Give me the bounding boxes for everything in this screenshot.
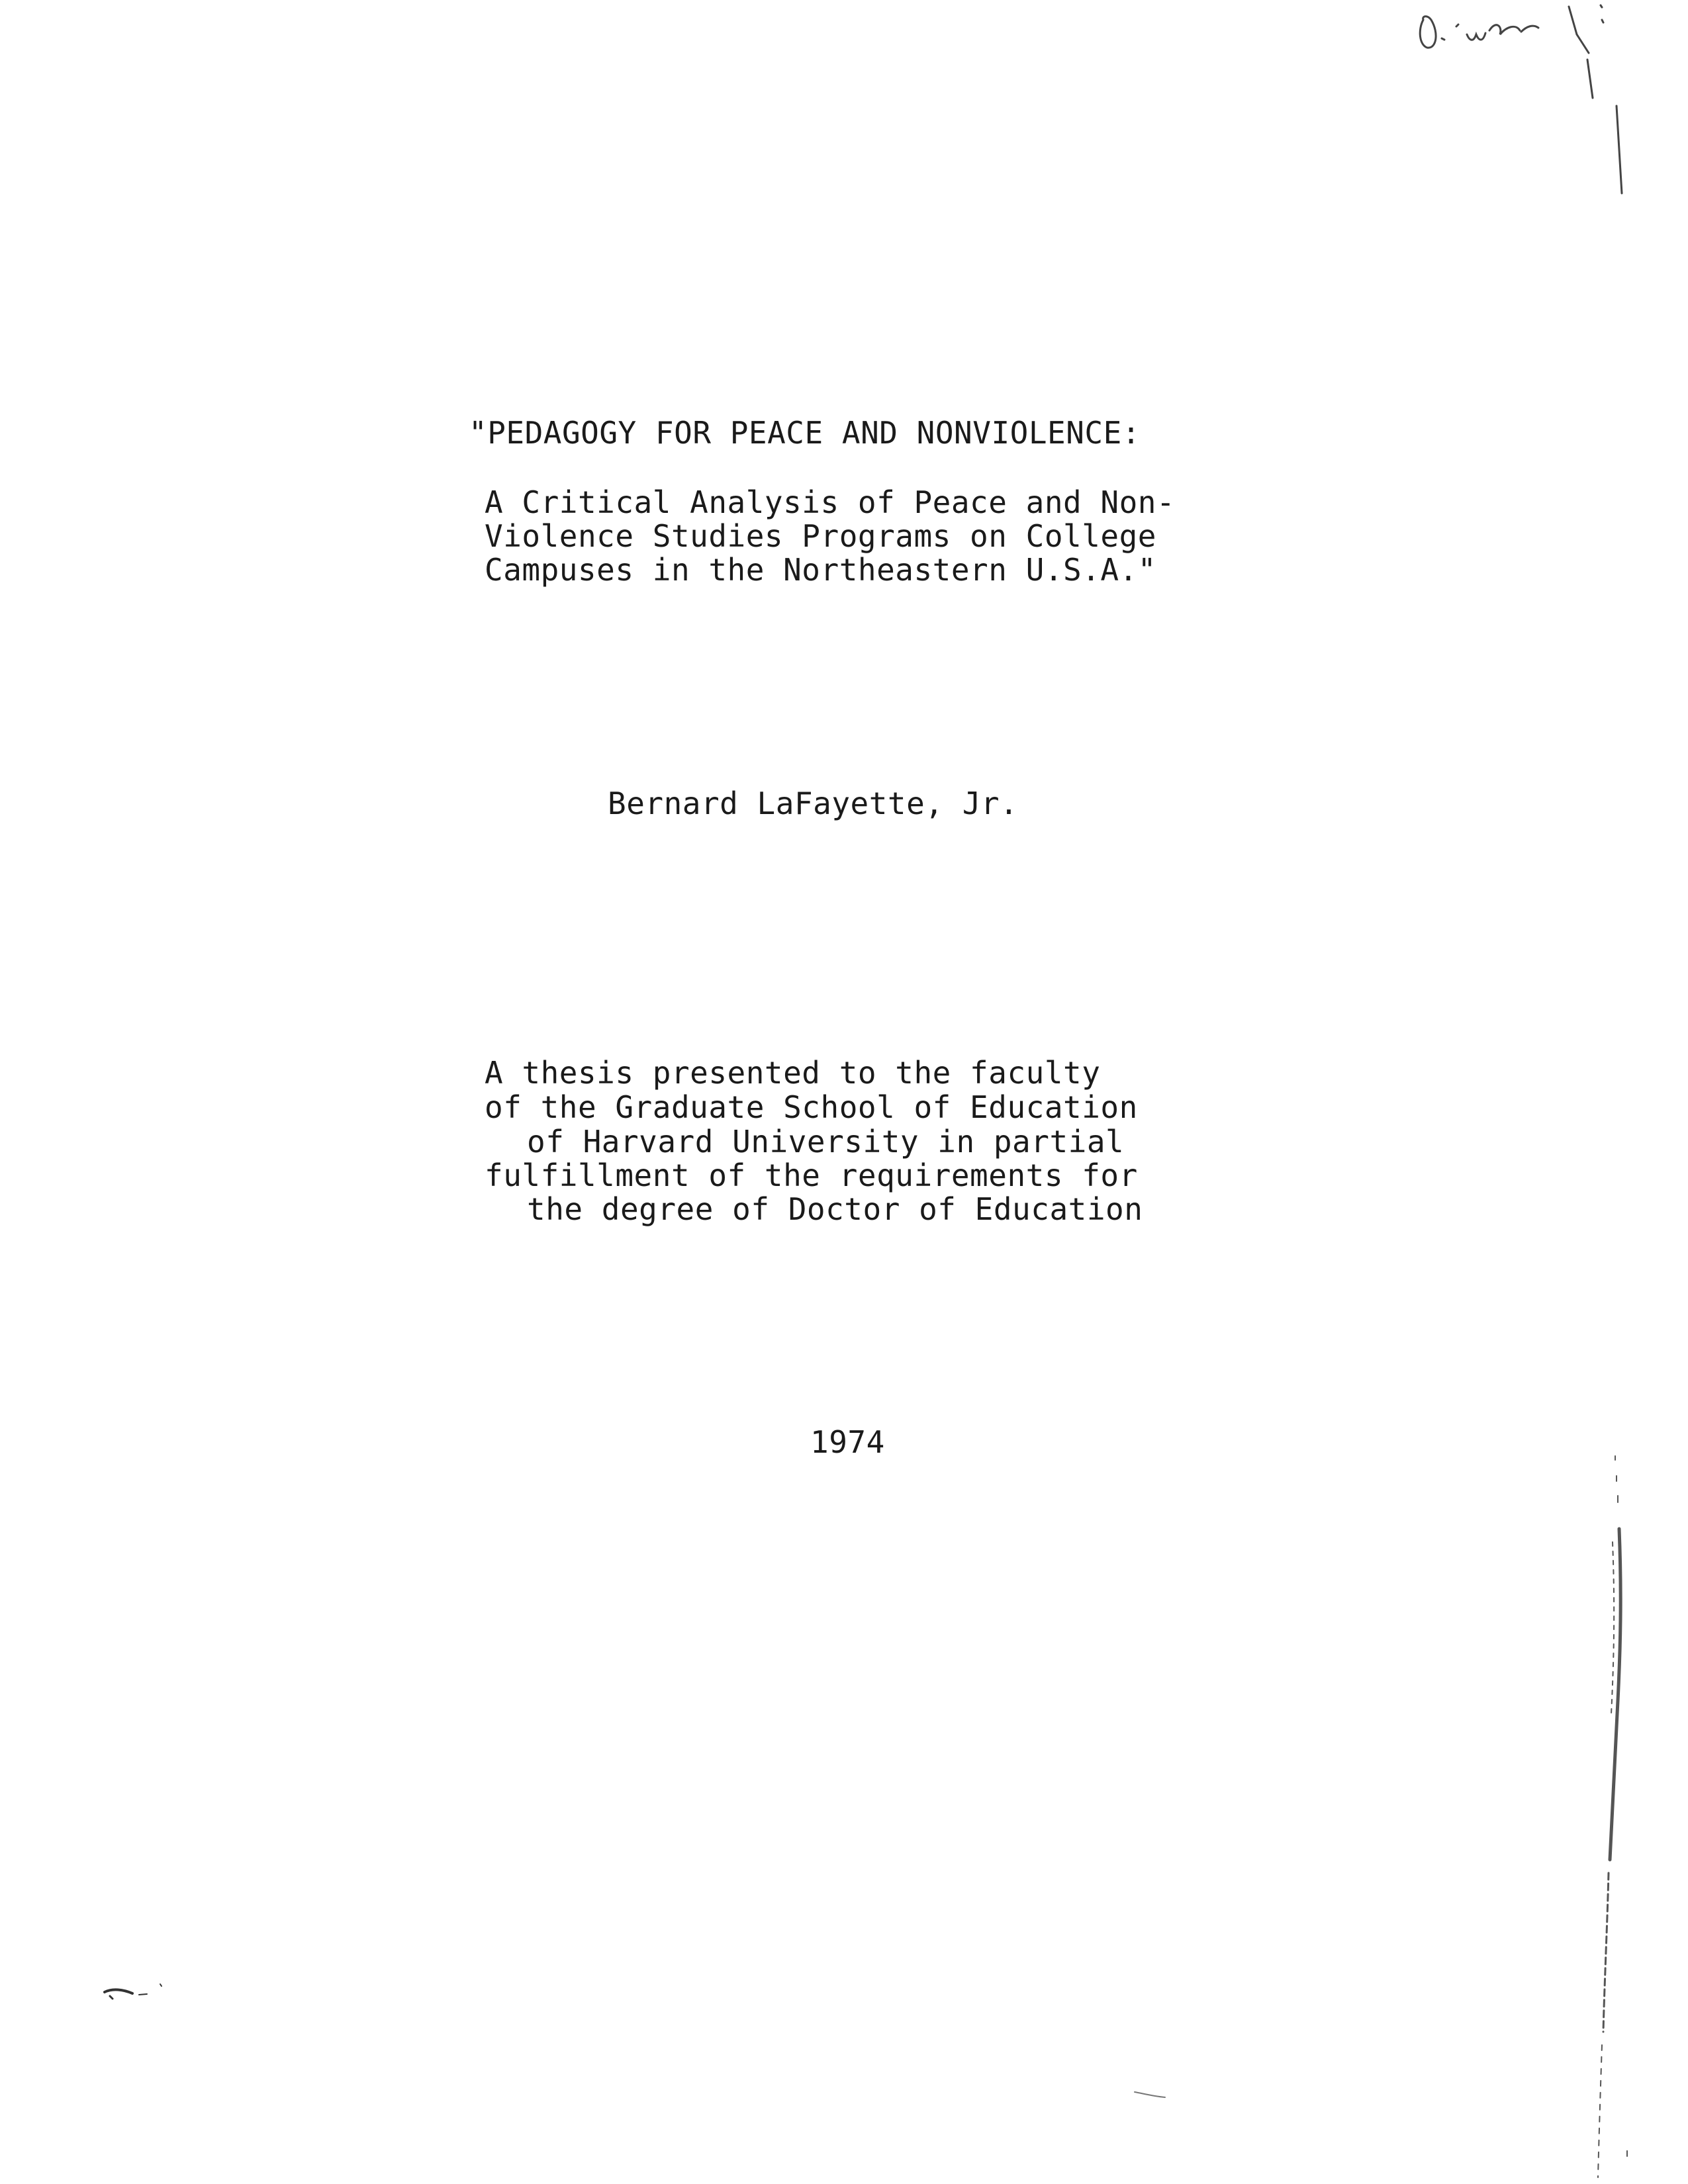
ink-smudge-icon (99, 1979, 172, 2012)
thesis-statement-line-4: fulfillment of the requirements for (485, 1158, 1138, 1193)
subtitle-line-2: Violence Studies Programs on College (485, 518, 1156, 554)
thesis-statement-line-2: of the Graduate School of Education (485, 1089, 1138, 1125)
thesis-statement-line-3: of Harvard University in partial (527, 1124, 1125, 1160)
publication-year: 1974 (810, 1424, 885, 1460)
subtitle-line-3: Campuses in the Northeastern U.S.A." (485, 552, 1156, 588)
handwritten-annotation-icon (1403, 0, 1681, 218)
author-name: Bernard LaFayette, Jr. (608, 786, 1019, 821)
subtitle-line-1: A Critical Analysis of Peace and Non- (485, 484, 1176, 520)
thesis-statement-line-5: the degree of Doctor of Education (527, 1191, 1143, 1227)
page-title: "PEDAGOGY FOR PEACE AND NONVIOLENCE: (469, 415, 1141, 451)
thesis-statement-line-1: A thesis presented to the faculty (485, 1055, 1101, 1091)
faint-scan-mark (1132, 2088, 1172, 2101)
scan-edge-shadow (1589, 1449, 1642, 2184)
